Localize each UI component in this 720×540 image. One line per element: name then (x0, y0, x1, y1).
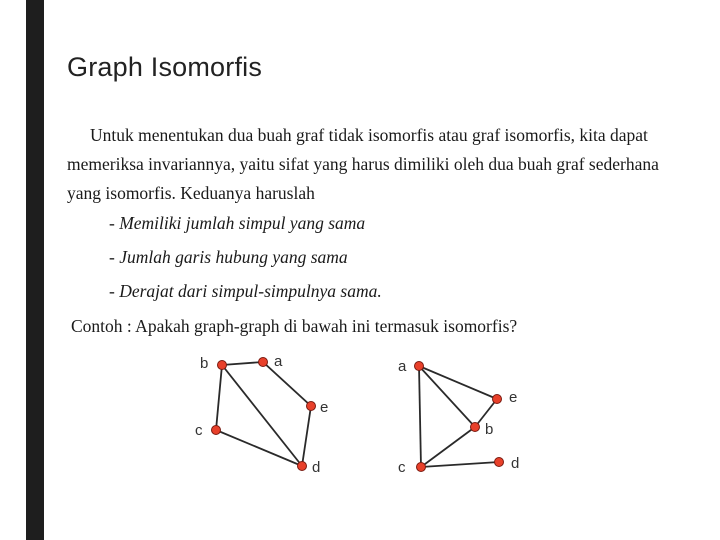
edge-b-c (421, 427, 475, 467)
slide-title: Graph Isomorfis (67, 52, 263, 82)
condition-item: - Jumlah garis hubung yang sama (109, 247, 348, 267)
vertex-a (415, 362, 424, 371)
graph-1 (195, 353, 328, 476)
vertex-label-d: d (312, 459, 321, 476)
vertex-d (298, 462, 307, 471)
vertex-e (493, 395, 502, 404)
vertex-b (471, 423, 480, 432)
vertex-a (259, 358, 268, 367)
vertex-label-e: e (320, 399, 329, 416)
edge-c-d (421, 462, 499, 467)
vertex-label-b: b (485, 421, 494, 438)
edge-c-d (216, 430, 302, 466)
vertex-label-c: c (398, 459, 406, 476)
edge-b-a (222, 362, 263, 365)
vertex-label-a: a (274, 353, 283, 370)
edge-a-b (419, 366, 475, 427)
vertex-c (417, 463, 426, 472)
edge-a-c (419, 366, 421, 467)
edge-b-c (216, 365, 222, 430)
edge-a-e (419, 366, 497, 399)
edge-e-d (302, 406, 311, 466)
vertex-label-e: e (509, 389, 518, 406)
vertex-d (495, 458, 504, 467)
edge-a-e (263, 362, 311, 406)
vertex-label-d: d (511, 455, 520, 472)
vertex-b (218, 361, 227, 370)
vertex-label-a: a (398, 358, 407, 375)
vertex-label-b: b (200, 355, 209, 372)
condition-item: - Derajat dari simpul-simpulnya sama. (109, 281, 382, 301)
graph-2 (398, 358, 519, 476)
condition-item: - Memiliki jumlah simpul yang sama (109, 213, 366, 233)
example-question: Contoh : Apakah graph-graph di bawah ini termasuk isomorfis? (71, 316, 518, 336)
vertex-e (307, 402, 316, 411)
intro-paragraph-text: Untuk menentukan dua buah graf tidak isomorfis atau graf isomorfis, kita dapat memeriksa invariannya, yaitu sifat yang harus dimiliki oleh dua buah graf sederhana yang isomorfis. Keduanya haruslah (67, 125, 659, 203)
vertex-c (212, 426, 221, 435)
edge-b-d (222, 365, 302, 466)
vertex-label-c: c (195, 422, 203, 439)
